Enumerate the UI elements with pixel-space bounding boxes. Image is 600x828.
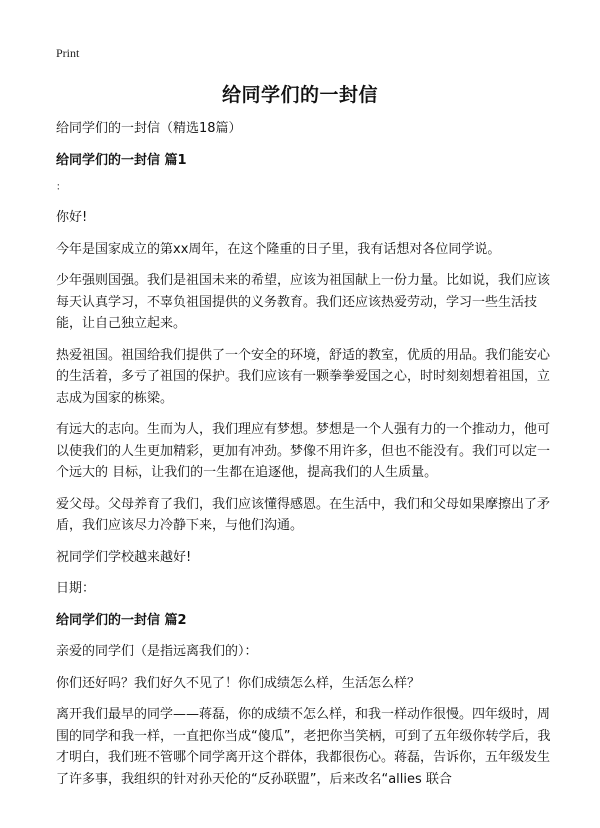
section-1-heading: 给同学们的一封信 篇1 [56,152,187,168]
print-link[interactable]: Print [56,46,80,60]
section-1-paragraph: 热爱祖国。祖国给我们提供了一个安全的环境，舒适的教室，优质的用品。我们能安心的生活着，多亏了祖国的保护。我们应该有一颗拳拳爱国之心，时时刻刻想着祖国，立志成为国家的栋梁。 [56,347,551,406]
section-2-question: 你们还好吗？我们好久不见了！你们成绩怎么样，生活怎么样？ [56,675,421,691]
section-2-body: 离开我们最早的同学——蒋磊，你的成绩不怎么样，和我一样动作很慢。四年级时，周围的同学和我一样，一直把你当成“傻瓜”，老把你当笑柄，可到了五年级你转学后，我才明白，我们班不管哪个同学离开这个群体，我都很伤心。蒋磊，告诉你，五年级发生了许多事，我组织的针对孙天伦的“反孙联盟”，后来改名“allies 联合 [56,707,551,787]
section-1-date: 日期： [56,581,96,596]
section-1-greeting: 你好! [56,210,88,225]
section-1-closing: 祝同学们学校越来越好! [56,549,192,565]
section-1-paragraph: 爱父母。父母养育了我们，我们应该懂得感恩。在生活中，我们和父母如果摩擦出了矛盾，我们应该尽力冷静下来，与他们沟通。 [56,496,551,533]
document-body [56,118,552,800]
section-2-heading: 给同学们的一封信 篇2 [56,612,187,628]
section-1-mark: ： [56,182,66,193]
section-1-paragraph: 少年强则国强。我们是祖国未来的希望，应该为祖国献上一份力量。比如说，我们应该每天认真学习，不辜负祖国提供的义务教育。我们还应该热爱劳动，学习一些生活技能，让自己独立起来。 [56,273,551,331]
section-2-salutation: 亲爱的同学们（是指远离我们的）： [56,644,258,659]
section-1-paragraph: 今年是国家成立的第xx周年，在这个隆重的日子里，我有话想对各位同学说。 [56,241,501,257]
document-title: 给同学们的一封信 [221,84,378,106]
section-1-paragraph: 有远大的志向。生而为人，我们理应有梦想。梦想是一个人强有力的一个推动力，他可以使我们的人生更加精彩，更加有冲劲。梦像不用许多，但也不能没有。我们可以定一个远大的 目标，让我们的一生都在追逐他，提高我们的人生质量。 [56,422,551,480]
subtitle: 给同学们的一封信（精选18篇） [56,121,242,136]
